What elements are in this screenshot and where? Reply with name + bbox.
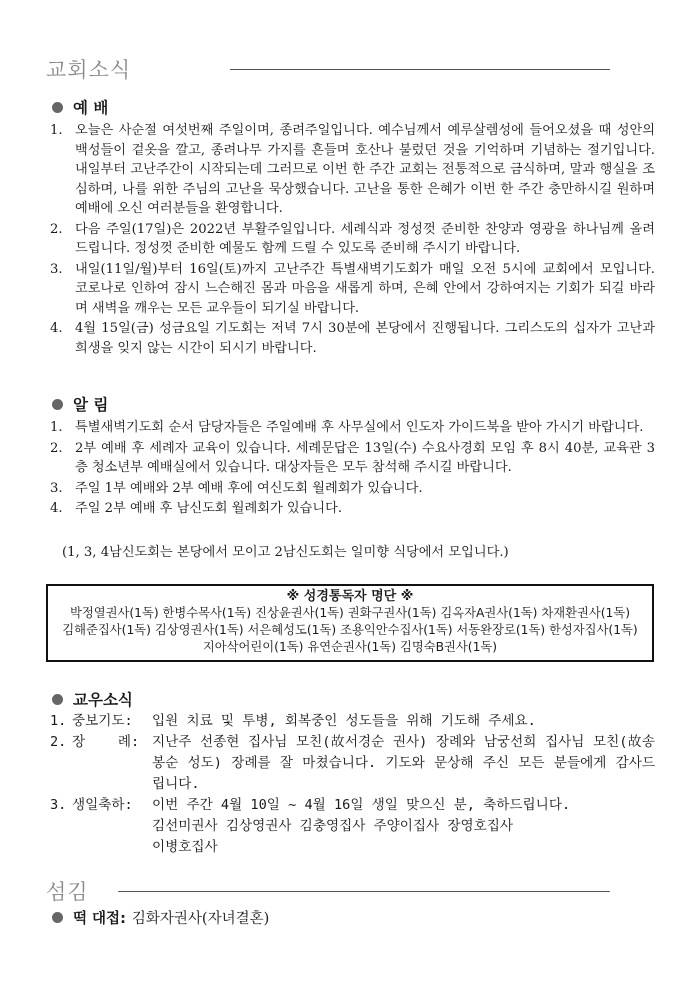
worship-heading — [52, 96, 108, 118]
list-item: 3. 주일 1부 예배와 2부 예배 후에 여신도회 월례회가 있습니다. — [50, 479, 655, 499]
notice-heading-text: 알 림 — [73, 396, 109, 414]
members-heading-text: 교우소식 — [73, 691, 133, 709]
notice-item-3: 주일 1부 예배와 2부 예배 후에 여신도회 월례회가 있습니다. — [75, 480, 423, 496]
members-item-birthday — [50, 795, 655, 858]
bible-readers-box — [46, 584, 654, 662]
birthday-names: 김선미권사 김상영권사 김충영집사 주양이집사 장영호집사 — [152, 818, 514, 834]
bullet-icon — [52, 912, 63, 923]
notice-list — [50, 418, 655, 520]
bible-readers-line: 박정열권사(1독) 한병수목사(1독) 진상윤권사(1독) 권화구권사(1독) 김옥자A권사(1독) 차재환권사(1독) — [69, 606, 631, 620]
bullet-icon — [52, 694, 63, 705]
service-item-label: 떡 대접: — [73, 911, 126, 927]
worship-item-1: 오늘은 사순절 여섯번째 주일이며, 종려주일입니다. 예수님께서 예루살렘성에 들어오셨을 때 성안의 백성들이 겉옷을 깔고, 종려나무 가지를 흔들며 호산나 불렀던 것을 기억하며 기념하는 절기입니다. 내일부터 고난주간이 시작되는데 그러므로 이번 한 주간 교회는 전통적으로 금식하며, 말과 행실을 조심하며, 나를 위한 주님의 고난을 묵상했습니다. 고난을 통한 은혜가 이번 한 주간 충만하시길 원하며 예배에 오신 여러분들을 환영합니다. — [75, 123, 655, 216]
bible-readers-line: 지아삭어린이(1독) 유연순권사(1독) 김명숙B권사(1독) — [202, 640, 498, 654]
notice-item-4: 주일 2부 예배 후 남신도회 월례회가 있습니다. — [75, 501, 343, 516]
birthday-line: 이번 주간 4월 10일 ~ 4월 16일 생일 맞으신 분, 축하드립니다. — [152, 797, 571, 813]
notice-heading — [52, 393, 108, 415]
news-title: 교회소식 — [46, 58, 132, 82]
service-item — [52, 907, 269, 928]
members-item-prayer — [50, 711, 655, 732]
notice-note: (1, 3, 4남신도회는 본당에서 모이고 2남신도회는 일미향 식당에서 모입니다.) — [62, 545, 509, 560]
service-title: 섬김 — [46, 880, 89, 904]
service-item-value: 김화자권사(자녀결혼) — [131, 911, 270, 927]
item-number: 3. — [50, 797, 67, 813]
list-item: 4. 주일 2부 예배 후 남신도회 월례회가 있습니다. — [50, 499, 655, 519]
members-list — [50, 711, 655, 858]
bullet-icon — [52, 399, 63, 410]
worship-item-2: 다음 주일(17일)은 2022년 부활주일입니다. 세례식과 정성껏 준비한 찬양과 영광을 하나님께 올려 드립니다. 정성껏 준비한 예물도 함께 드릴 수 있도록 준비해 주시기 바랍니다. — [75, 221, 655, 256]
worship-list — [50, 121, 655, 359]
bible-readers-line: 김해준집사(1독) 김상영권사(1독) 서은혜성도(1독) 조용익안수집사(1독) 서동완장로(1독) 한성자집사(1독) — [62, 623, 638, 637]
item-text: 지난주 선종현 집사님 모친(故서경순 권사) 장례와 남궁선희 집사님 모친(故송봉순 성도) 장례를 잘 마쳤습니다. 기도와 문상해 주신 모든 분들에게 감사드립니다. — [152, 734, 655, 792]
notice-item-2: 2부 예배 후 세례자 교육이 있습니다. 세례문답은 13일(수) 수요사경회 모임 후 8시 40분, 교육관 3층 청소년부 예배실에서 있습니다. 대상자들은 모두 참석해 주시길 바랍니다. — [75, 440, 655, 475]
worship-item-3: 내일(11일/월)부터 16일(토)까지 고난주간 특별새벽기도회가 매일 오전 5시에 교회에서 모입니다. 코로나로 인하여 잠시 느슨해진 몸과 마음을 새롭게 하며, 은혜 안에서 강하여지는 기회가 되길 바라며 새벽을 깨우는 모든 교우들이 되기실 바랍니다. — [75, 261, 655, 316]
item-number: 2. — [50, 734, 67, 750]
item-text — [152, 795, 655, 858]
news-header-rule — [230, 69, 610, 70]
birthday-names: 이병호집사 — [152, 839, 218, 855]
list-item: 2. 다음 주일(17일)은 2022년 부활주일입니다. 세례식과 정성껏 준비한 찬양과 영광을 하나님께 올려 드립니다. 정성껏 준비한 예물도 함께 드릴 수 있도록 준비해 주시기 바랍니다. — [50, 220, 655, 259]
list-item: 1. 오늘은 사순절 여섯번째 주일이며, 종려주일입니다. 예수님께서 예루살렘성에 들어오셨을 때 성안의 백성들이 겉옷을 깔고, 종려나무 가지를 흔들며 호산나 불렀던 것을 기억하며 기념하는 절기입니다. 내일부터 고난주간이 시작되는데 그러므로 이번 한 주간 교회는 전통적으로 금식하며, 말과 행실을 조심하며, 나를 위한 주님의 고난을 묵상했습니다. 고난을 통한 은혜가 이번 한 주간 충만하시길 원하며 예배에 오신 여러분들을 환영합니다. — [50, 121, 655, 219]
item-label: 생일축하: — [72, 797, 133, 813]
notice-item-1: 특별새벽기도회 순서 담당자들은 주일예배 후 사무실에서 인도자 가이드북을 받아 가시기 바랍니다. — [75, 420, 644, 435]
worship-item-4: 4월 15일(금) 성금요일 기도회는 저녁 7시 30분에 본당에서 진행됩니다. 그리스도의 십자가 고난과 희생을 잊지 않는 시간이 되시기 바랍니다. — [75, 321, 655, 356]
item-label: 중보기도: — [72, 713, 133, 729]
item-number: 1. — [50, 713, 67, 729]
list-item: 3. 내일(11일/월)부터 16일(토)까지 고난주간 특별새벽기도회가 매일 오전 5시에 교회에서 모입니다. 코로나로 인하여 잠시 느슨해진 몸과 마음을 새롭게 하며, 은혜 안에서 강하여지는 기회가 되길 바라며 새벽을 깨우는 모든 교우들이 되기실 바랍니다. — [50, 260, 655, 319]
service-section-header — [46, 876, 89, 906]
item-label: 장 례: — [72, 734, 140, 750]
members-heading — [52, 688, 133, 710]
list-item: 2. 2부 예배 후 세례자 교육이 있습니다. 세례문답은 13일(수) 수요사경회 모임 후 8시 40분, 교육관 3층 청소년부 예배실에서 있습니다. 대상자들은 모두 참석해 주시길 바랍니다. — [50, 439, 655, 478]
worship-heading-text: 예 배 — [73, 99, 109, 117]
list-item: 1. 특별새벽기도회 순서 담당자들은 주일예배 후 사무실에서 인도자 가이드북을 받아 가시기 바랍니다. — [50, 418, 655, 438]
news-section-header — [46, 54, 131, 84]
bullet-icon — [52, 102, 63, 113]
service-header-rule — [118, 891, 610, 892]
members-item-funeral — [50, 732, 655, 795]
bible-readers-title: ※ 성경통독자 명단 ※ — [286, 589, 414, 604]
list-item: 4. 4월 15일(금) 성금요일 기도회는 저녁 7시 30분에 본당에서 진행됩니다. 그리스도의 십자가 고난과 희생을 잊지 않는 시간이 되시기 바랍니다. — [50, 319, 655, 358]
item-text: 입원 치료 및 투병, 회복중인 성도들을 위해 기도해 주세요. — [152, 713, 536, 729]
